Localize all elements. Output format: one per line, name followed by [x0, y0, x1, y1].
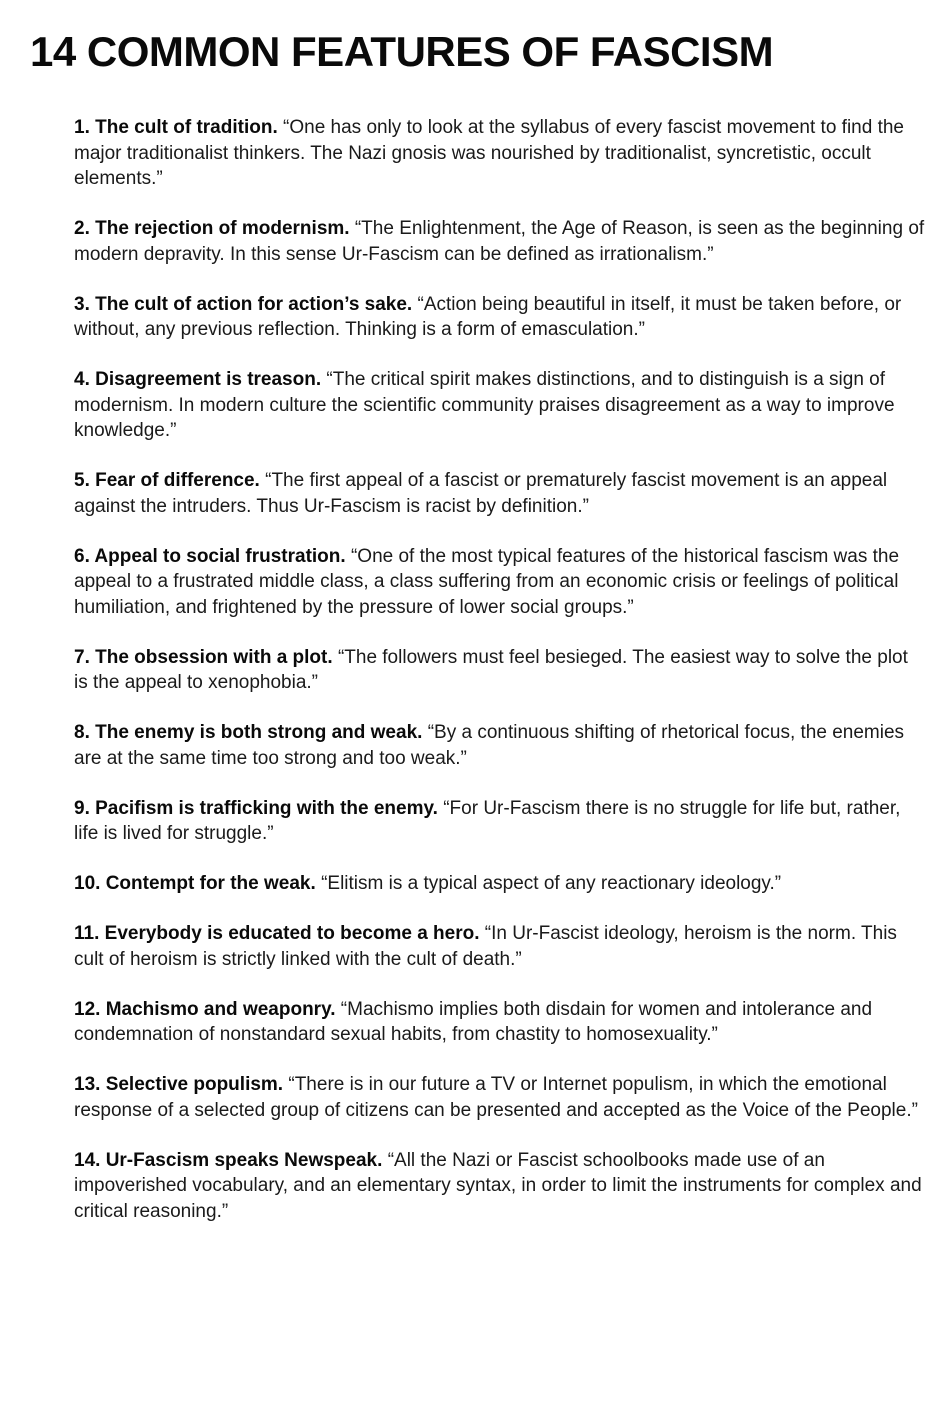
feature-list: [74, 115, 926, 1249]
feature-heading: 8. The enemy is both strong and weak.: [74, 722, 423, 743]
feature-item-6: [74, 544, 926, 621]
feature-item-10: [74, 871, 926, 897]
feature-item-4: [74, 367, 926, 444]
feature-heading: 11. Everybody is educated to become a hero.: [74, 923, 480, 944]
feature-quote: “One of the most typical features of the historical fascism was the appeal to a frustrated middle class, a class suffering from an economic crisis or feelings of political humiliation, and frightened by the pressure of lower social groups.”: [74, 545, 900, 618]
feature-heading: 4. Disagreement is treason.: [74, 369, 322, 390]
page-title: 14 COMMON FEATURES OF FASCISM: [30, 28, 774, 75]
feature-heading: 1. The cult of tradition.: [74, 117, 278, 138]
feature-item-5: [74, 468, 926, 519]
feature-heading: 2. The rejection of modernism.: [74, 218, 350, 239]
feature-quote: “The critical spirit makes distinctions, and to distinguish is a sign of modernism. In modern culture the scientific community praises disagreement as a way to improve knowledge.”: [74, 369, 895, 441]
feature-item-8: [74, 720, 926, 771]
feature-item-12: [74, 997, 926, 1048]
feature-item-7: [74, 645, 926, 696]
feature-item-2: [74, 216, 926, 267]
feature-heading: 14. Ur-Fascism speaks Newspeak.: [74, 1149, 383, 1171]
feature-item-1: [74, 115, 926, 192]
feature-item-13: [74, 1072, 926, 1123]
feature-heading: 12. Machismo and weaponry.: [74, 998, 336, 1020]
feature-quote: “The first appeal of a fascist or prematurely fascist movement is an appeal against the intruders. Thus Ur-Fascism is racist by definition.”: [74, 470, 888, 517]
feature-heading: 10. Contempt for the weak.: [74, 873, 316, 894]
feature-quote: “There is in our future a TV or Internet populism, in which the emotional response of a selected group of citizens can be presented and accepted as the Voice of the People.”: [74, 1074, 918, 1121]
feature-quote: “The Enlightenment, the Age of Reason, is seen as the beginning of modern depravity. In this sense Ur-Fascism can be defined as irrationalism.”: [74, 218, 925, 265]
feature-quote: “All the Nazi or Fascist schoolbooks made use of an impoverished vocabulary, and an elementary syntax, in order to limit the instruments for complex and critical reasoning.”: [74, 1149, 922, 1222]
feature-quote: “Elitism is a typical aspect of any reactionary ideology.”: [321, 873, 782, 894]
feature-heading: 3. The cult of action for action’s sake.: [74, 293, 413, 315]
feature-quote: “Action being beautiful in itself, it must be taken before, or without, any previous reflection. Thinking is a form of emasculation.”: [74, 293, 902, 340]
feature-quote: “For Ur-Fascism there is no struggle for life but, rather, life is lived for struggle.”: [74, 797, 901, 844]
feature-item-9: [74, 796, 926, 847]
feature-heading: 9. Pacifism is trafficking with the enemy.: [74, 797, 438, 819]
feature-heading: 5. Fear of difference.: [74, 470, 260, 491]
feature-quote: “Machismo implies both disdain for women and intolerance and condemnation of nonstandard sexual habits, from chastity to homosexuality.”: [74, 998, 873, 1045]
feature-item-3: [74, 292, 926, 343]
feature-heading: 6. Appeal to social frustration.: [74, 545, 346, 567]
feature-quote: “One has only to look at the syllabus of every fascist movement to find the major traditionalist thinkers. The Nazi gnosis was nourished by traditionalist, syncretistic, occult elements.”: [74, 117, 904, 189]
feature-quote: “In Ur-Fascist ideology, heroism is the norm. This cult of heroism is strictly linked with the cult of death.”: [74, 923, 897, 970]
feature-heading: 7. The obsession with a plot.: [74, 646, 333, 668]
feature-quote: “By a continuous shifting of rhetorical focus, the enemies are at the same time too strong and too weak.”: [74, 722, 905, 769]
feature-item-14: [74, 1148, 926, 1225]
feature-item-11: [74, 921, 926, 972]
feature-heading: 13. Selective populism.: [74, 1074, 284, 1095]
feature-quote: “The followers must feel besieged. The easiest way to solve the plot is the appeal to xenophobia.”: [74, 646, 908, 693]
